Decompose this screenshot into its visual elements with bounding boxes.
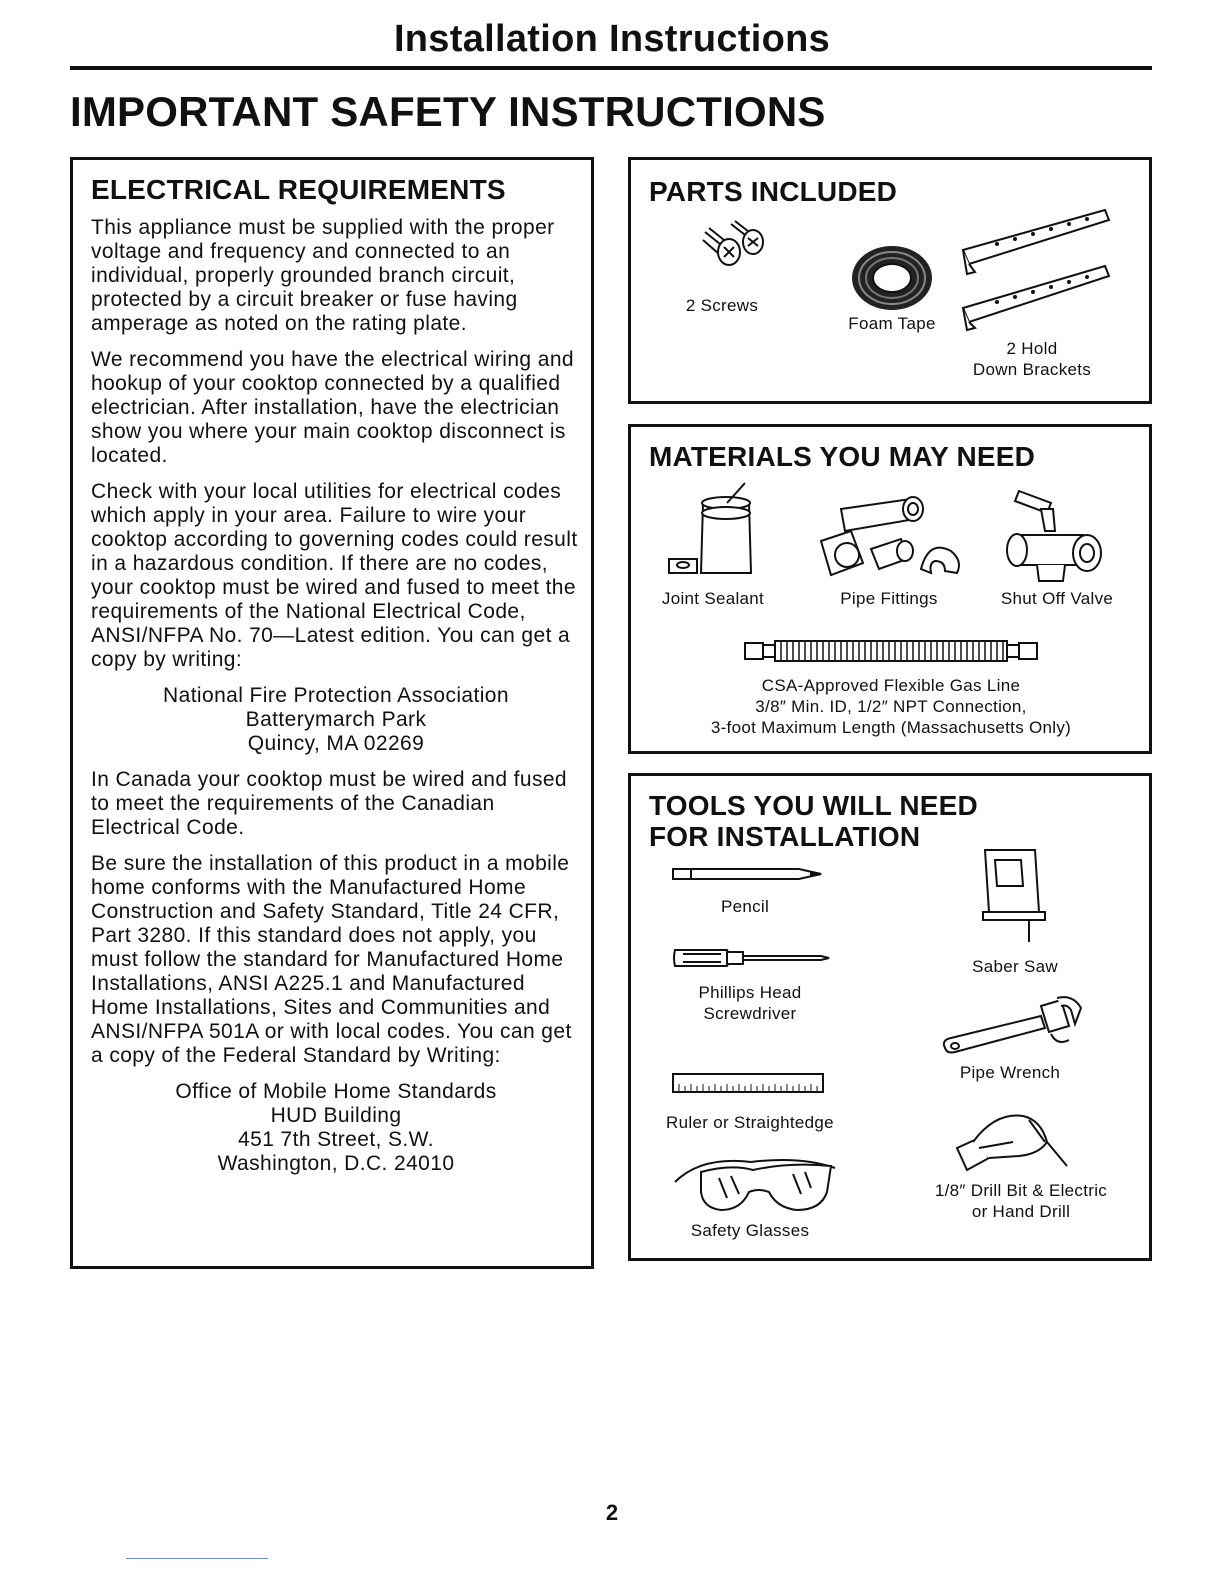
pencil-caption: Pencil (720, 897, 770, 916)
page-number: 2 (605, 1500, 619, 1525)
address-line: 451 7th Street, S.W. (238, 1128, 434, 1151)
caption-line: 3-foot Maximum Length (Massachusetts Only) (710, 718, 1072, 737)
phillips-screwdriver-illustration (671, 944, 835, 972)
address-line: National Fire Protection Association (163, 684, 509, 707)
gas-line-caption (651, 675, 1131, 738)
parts-included-box (628, 157, 1152, 404)
heading-line: FOR INSTALLATION (649, 821, 921, 852)
header-divider (70, 66, 1152, 70)
pipe-wrench-caption: Pipe Wrench (959, 1063, 1061, 1082)
pipe-fittings-caption: Pipe Fittings (840, 589, 938, 608)
materials-heading: MATERIALS YOU MAY NEED (649, 441, 1036, 472)
tools-heading (649, 790, 978, 852)
ruler-illustration (671, 1072, 825, 1094)
caption-line: 2 Hold (1006, 339, 1058, 358)
electrical-paragraph: Check with your local utilities for electrical codes which apply in your area. Failure to wire your cooktop according to governing codes could result in a hazardous condition. If there are no codes, your cooktop must be wired and fused to meet the requirements of the National Electrical Code, ANSI/NFPA No. 70—Latest edition. You can get a copy by writing: (91, 480, 578, 671)
drill-caption (921, 1180, 1121, 1222)
nfpa-address (91, 684, 581, 756)
heading-line: TOOLS YOU WILL NEED (649, 790, 978, 821)
screws-caption: 2 Screws (685, 296, 759, 315)
caption-line: Phillips Head (698, 983, 802, 1002)
electric-drill-illustration (943, 1108, 1073, 1180)
joint-sealant-caption: Joint Sealant (661, 589, 765, 608)
caption-line: CSA-Approved Flexible Gas Line (761, 676, 1021, 695)
foam-tape-caption: Foam Tape (848, 314, 936, 333)
address-line: Batterymarch Park (245, 708, 427, 731)
tools-box (628, 773, 1152, 1261)
hud-address (91, 1080, 581, 1176)
caption-line: or Hand Drill (971, 1202, 1071, 1221)
page-title: IMPORTANT SAFETY INSTRUCTIONS (70, 88, 826, 135)
joint-sealant-illustration (665, 479, 761, 585)
hold-down-brackets-illustration (957, 202, 1117, 332)
caption-line: Screwdriver (703, 1004, 797, 1023)
saber-saw-caption: Saber Saw (972, 957, 1058, 976)
header-title: Installation Instructions (393, 18, 831, 60)
caption-line: 1/8″ Drill Bit & Electric (934, 1181, 1108, 1200)
address-line: Quincy, MA 02269 (247, 732, 425, 755)
electrical-paragraph: In Canada your cooktop must be wired and fused to meet the requirements of the Canadian Electrical Code. (91, 768, 568, 839)
flexible-gas-line-illustration (741, 637, 1041, 665)
footer-link-line (126, 1558, 268, 1559)
materials-box (628, 424, 1152, 754)
electrical-paragraph: Be sure the installation of this product in a mobile home conforms with the Manufactured Home Construction and Safety Standard, Title 24 CFR, Part 3280. If this standard does not apply, you must follow the standard for Manufactured Home Installations, ANSI A225.1 and Manufactured Home Installations, Sites and Communities and ANSI/NFPA 501A or with local codes. You can get a copy of the Federal Standard by Writing: (91, 852, 572, 1067)
shut-off-valve-illustration (997, 483, 1107, 587)
brackets-caption (957, 338, 1107, 380)
electrical-requirements-box (70, 157, 594, 1269)
pipe-fittings-illustration (811, 489, 971, 589)
foam-tape-illustration (847, 242, 937, 314)
shut-off-valve-caption: Shut Off Valve (1000, 589, 1114, 608)
caption-line: Down Brackets (972, 360, 1092, 379)
parts-heading: PARTS INCLUDED (649, 176, 898, 207)
safety-glasses-illustration (671, 1152, 841, 1218)
electrical-body (91, 216, 581, 1188)
address-line: Washington, D.C. 24010 (217, 1152, 455, 1175)
screws-illustration (695, 218, 767, 278)
saber-saw-illustration (975, 846, 1049, 946)
electrical-paragraph: This appliance must be supplied with the proper voltage and frequency and connected to an individual, properly grounded branch circuit, protected by a circuit breaker or fuse having amperage as noted on the rating plate. (91, 216, 555, 335)
screwdriver-caption (675, 982, 825, 1024)
pencil-illustration (671, 866, 831, 882)
electrical-paragraph: We recommend you have the electrical wiring and hookup of your cooktop connected by a qualified electrician. After installation, have the electrician show you where your main cooktop disconnect is located. (91, 348, 574, 467)
address-line: HUD Building (270, 1104, 402, 1127)
electrical-heading: ELECTRICAL REQUIREMENTS (91, 174, 506, 205)
safety-glasses-caption: Safety Glasses (690, 1221, 810, 1240)
ruler-caption: Ruler or Straightedge (666, 1113, 834, 1132)
pipe-wrench-illustration (941, 994, 1091, 1064)
caption-line: 3/8″ Min. ID, 1/2″ NPT Connection, (755, 697, 1027, 716)
address-line: Office of Mobile Home Standards (175, 1080, 497, 1103)
